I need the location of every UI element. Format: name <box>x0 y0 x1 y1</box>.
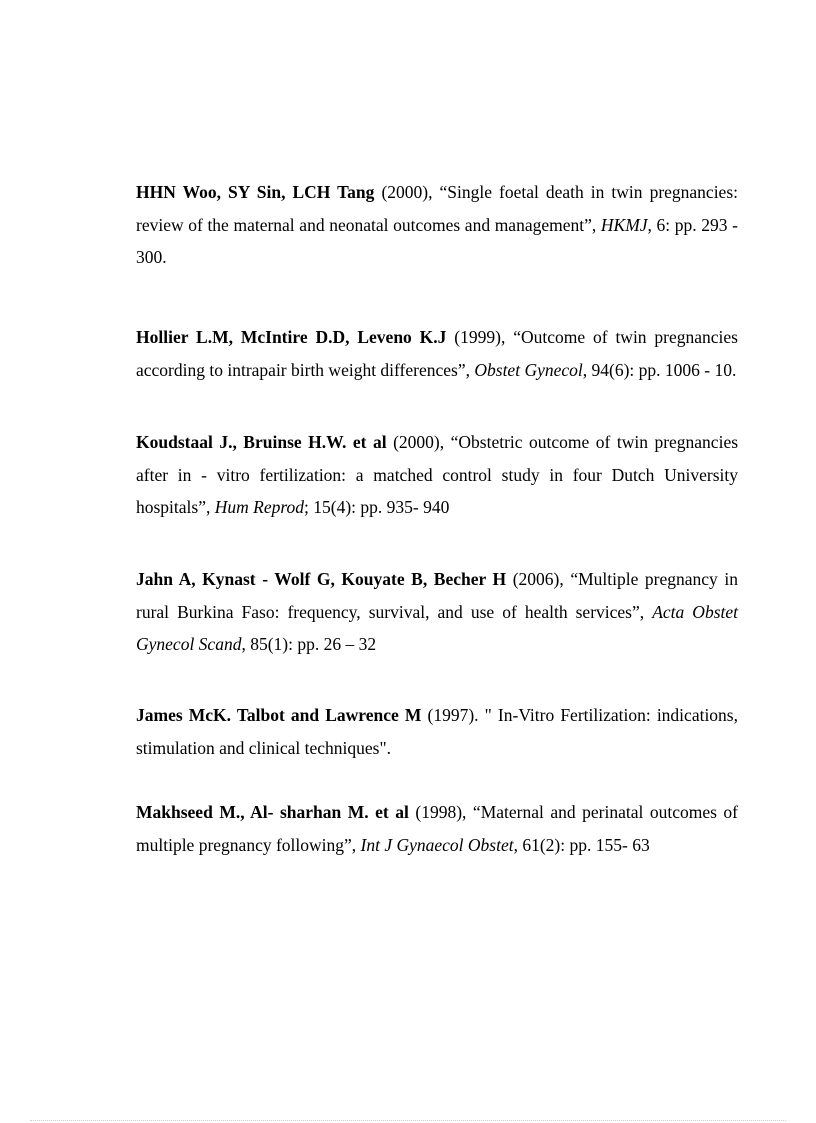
reference-journal: Acta Obstet Gynecol Scand <box>136 601 738 654</box>
reference-entry <box>136 699 738 764</box>
reference-journal: Hum Reprod <box>214 497 305 517</box>
reference-authors: Jahn A, Kynast - Wolf G, Kouyate B, Becher H <box>136 569 507 589</box>
reference-title: “Multiple pregnancy in rural Burkina Faso: frequency, survival, and use of health services”, <box>136 569 738 622</box>
reference-entry <box>136 796 738 861</box>
reference-authors: James McK. Talbot and Lawrence M <box>136 705 422 725</box>
reference-details: , 85(1): pp. 26 – 32 <box>241 634 377 654</box>
reference-details: , 94(6): pp. 1006 - 10. <box>582 359 737 380</box>
reference-year: (2000), <box>381 182 433 202</box>
page-bottom-divider <box>30 1120 786 1121</box>
reference-title: “Obstetric outcome of twin pregnancies after in - vitro fertilization: a matched control study in four Dutch University hospitals”, <box>136 432 739 517</box>
reference-details: ; 15(4): pp. 935- 940 <box>304 497 450 517</box>
reference-authors: Koudstaal J., Bruinse H.W. et al <box>136 432 387 452</box>
reference-entry <box>136 563 738 661</box>
reference-authors: Hollier L.M, McIntire D.D, Leveno K.J <box>136 327 447 347</box>
reference-title: “Maternal and perinatal outcomes of multiple pregnancy following”, <box>136 802 739 855</box>
reference-entry <box>136 176 738 274</box>
reference-year: (1999), <box>454 327 506 347</box>
reference-journal: Obstet Gynecol <box>474 359 583 380</box>
reference-authors: Makhseed M., Al- sharhan M. et al <box>136 802 409 822</box>
reference-title: “Outcome of twin pregnancies according to intrapair birth weight differences”, <box>136 327 738 380</box>
reference-journal: Int J Gynaecol Obstet <box>360 834 514 855</box>
reference-year: (2006), <box>512 569 564 589</box>
reference-title: “Single foetal death in twin pregnancies: review of the maternal and neonatal outcomes and management”, <box>136 182 738 235</box>
reference-entry <box>136 321 738 386</box>
reference-title: " In-Vitro Fertilization: indications, stimulation and clinical techniques". <box>136 705 738 758</box>
reference-authors: HHN Woo, SY Sin, LCH Tang <box>136 182 375 202</box>
reference-year: (2000), <box>393 432 445 452</box>
reference-details: , 61(2): pp. 155- 63 <box>513 834 650 855</box>
reference-year: (1998), <box>415 802 467 822</box>
reference-entry <box>136 426 738 524</box>
reference-journal: HKMJ <box>600 214 648 235</box>
reference-details: , 6: pp. 293 - 300. <box>136 214 739 267</box>
reference-year: (1997). <box>427 705 479 725</box>
